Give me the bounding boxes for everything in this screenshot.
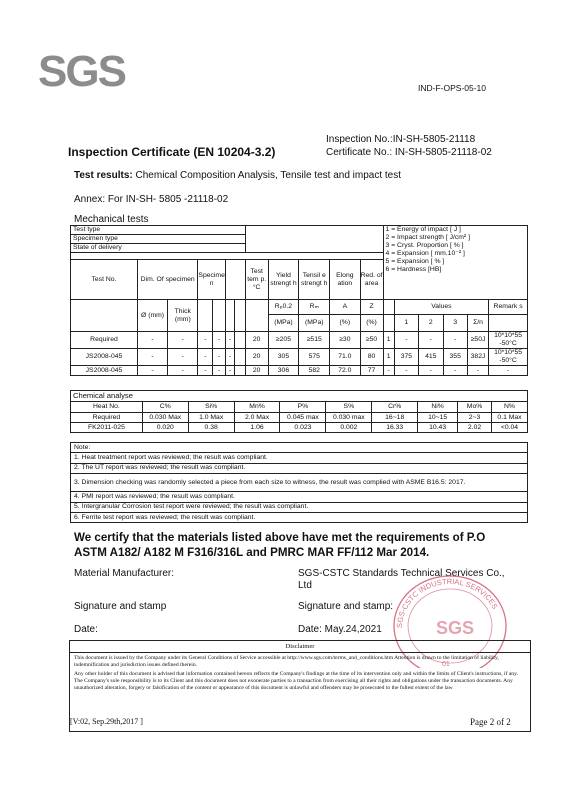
blank-cell [383,315,394,332]
specimen-type-label: Specimen type [71,235,246,244]
note-line: 1. Heat treatment report was reviewed; the result was compliant. [71,453,528,463]
th-n: N% [492,402,528,413]
note-line: 2. The UT report was reviewed; the result was compliant. [71,463,528,473]
th-temp: Test tem p. °C [245,260,268,300]
results-label: Test results: [74,170,133,181]
legend-item: 2 = Impact strength [ J/cm² ] [385,234,470,241]
th-si: Si% [188,402,234,413]
cell-z: 77 [360,366,383,376]
cell: - [137,332,167,349]
cell: - [168,366,198,376]
cell-yield: ≥205 [268,332,299,349]
cell: - [213,332,225,349]
cell: - [225,332,234,349]
cell-v2: - [419,366,443,376]
th-red: Red. of area [360,260,383,300]
certification-statement: We certify that the materials listed above have met the requirements of P.O ASTM A182/ A182 M F316/316L and PMRC MAR FF/112 Mar 2014. [74,531,486,559]
cell-sum: - [467,366,488,376]
cell-v3: - [443,366,467,376]
state-label: State of delivery [71,244,246,253]
cell-yield: 305 [268,349,299,366]
legend-item: 6 = Hardness [HB] [385,266,442,273]
note-line: 6. Ferrite test report was reviewed; the result was compliant. [71,512,528,522]
th-dim: Dim. Of specimen [137,260,197,300]
th-heat: Heat No. [71,402,143,413]
mechanical-label: Mechanical tests [74,214,149,225]
cell-v2: 415 [419,349,443,366]
cell-n: - [383,366,394,376]
cell: - [225,349,234,366]
legend-item: 1 = Energy of impact [ J ] [385,226,461,233]
cell-a: 72.0 [330,366,360,376]
blank-cell [235,349,246,366]
th-mn: Mn% [234,402,280,413]
cell: - [137,366,167,376]
mechanical-table [70,225,528,376]
cell: 10~15 [418,413,458,423]
cell-n: 1 [383,332,394,349]
th-elong: Elong ation [330,260,360,300]
blank-cell [198,300,213,332]
annex: Annex: For IN-SH- 5805 -21118-02 [74,194,229,205]
disclaimer-title: Disclaimer [70,643,530,653]
note-line: 5. Intergranular Corrosion test report were reviewed; the result was compliant. [71,502,528,512]
th-mpa: (MPa) [268,315,299,332]
cell: 0.1 Max [492,413,528,423]
cell: 0.023 [280,423,326,433]
cell: FK2011-025 [71,423,143,433]
version-footer: [V:02, Sep.29th,2017 ] [70,717,143,726]
cell: 0.002 [326,423,372,433]
note-line: Note: [71,443,528,453]
disclaimer-text: This document is issued by the Company under its General Conditions of Service accessible at http://www.sgs.com/terms_and_conditions.htm Attention is drawn to the limitation of liability, indemnification and jurisdiction issues defined therein. [74,655,499,668]
blank-cell [489,315,528,332]
table-row [71,402,528,413]
th-rm: Rₘ [299,300,330,315]
page-title: Inspection Certificate (EN 10204-3.2) [68,145,276,159]
cell-name: JS2008-045 [71,366,138,376]
date-value: Date: May.24,2021 [298,624,382,635]
th-thick: Thick (mm) [168,300,198,332]
th-pct: (%) [360,315,383,332]
sgs-company-name: SGS-CSTC Standards Technical Services Co., Ltd [298,568,505,591]
th-z: Z [360,300,383,315]
th-yield: Yield strengt h [268,260,299,300]
cell: - [168,332,198,349]
cell: - [198,349,213,366]
th-mo: Mo% [458,402,492,413]
cell-temp: 20 [245,349,268,366]
cell-tensile: 582 [299,366,330,376]
cell-n: 1 [383,349,394,366]
signature-label: Signature and stamp: [298,601,394,612]
cell-temp: 20 [245,332,268,349]
doc-ref: IND-F-OPS-05-10 [418,83,487,93]
cell: - [137,349,167,366]
note-line: 3. Dimension checking was randomly selected a piece from each size to witness, the result was complied with ASME B16.5: 2017. [71,474,528,492]
cell: 1.06 [234,423,280,433]
cell: 16~18 [372,413,418,423]
cell-temp: 20 [245,366,268,376]
cell-name: JS2008-045 [71,349,138,366]
cell: 2.02 [458,423,492,433]
cell-yield: 306 [268,366,299,376]
table-row [71,332,528,349]
cell-tensile: ≥515 [299,332,330,349]
cell-v1: - [394,366,418,376]
signature-label: Signature and stamp [74,601,167,612]
cell: 0.045 max [280,413,326,423]
th-c: C% [142,402,188,413]
spacer-cell [71,253,384,260]
date-label: Date: [74,624,98,635]
blank-cell [213,300,225,332]
th-ni: Ni% [418,402,458,413]
table-row [71,366,528,376]
th-sum: Σ/n [467,315,488,332]
blank-cell [245,300,268,332]
cell-v3: - [443,332,467,349]
blank-cell [71,300,138,332]
cell-name: Required [71,332,138,349]
cell-sum: 382J [467,349,488,366]
cell: - [213,349,225,366]
certificate-no: Certificate No.: IN-SH-5805-21118-02 [326,147,492,158]
disclaimer-text: Any other holder of this document is advised that information contained hereon reflects the Company's findings at the time of its intervention only and within the limits of Client's instructions, if any. The Company's sole responsibility is to its Client and this document does not exonerate parties to a transaction from exercising all their rights and obligations under the transaction documents. Any unauthorized alteration, forgery or falsification of the content or appearance of this document is unlawful and offenders may be prosecuted to the fullest extent of the law [74,671,518,691]
table-row [71,349,528,366]
cell: 2.0 Max [234,413,280,423]
sgs-logo [36,46,132,92]
th-pct: (%) [330,315,360,332]
cell-v1: 375 [394,349,418,366]
cell: - [225,366,234,376]
blank-cell [383,300,394,315]
th-test-no: Test No. [71,260,138,300]
results-text: Chemical Composition Analysis, Tensile test and impact test [135,170,402,181]
cell: 0.030 Max [142,413,188,423]
stamp-number: 01 [442,661,450,668]
legend-item: 4 = Expansion [ mm.10⁻² ] [385,250,465,257]
note-line: 4. PMI report was reviewed; the result was compliant. [71,492,528,502]
cell-sum: ≥50J [467,332,488,349]
cell: 10.43 [418,423,458,433]
cell: - [213,366,225,376]
chemical-label: Chemical analyse [71,391,528,402]
cell: - [198,366,213,376]
cell-z: 80 [360,349,383,366]
th-tensile: Tensil e strengt h [299,260,330,300]
cell-z: ≥50 [360,332,383,349]
th-v1: 1 [394,315,418,332]
cell-v3: 355 [443,349,467,366]
legend-item: 3 = Cryst. Proportion [ % ] [385,242,464,249]
cell: 0.38 [188,423,234,433]
stamp-logo: SGS [436,618,475,638]
cell-remark: 10*10*55 -50°C [489,332,528,349]
cell-a: ≥30 [330,332,360,349]
blank-cell [235,332,246,349]
blank-cell [245,226,383,253]
blank-cell [235,366,246,376]
th-v2: 2 [419,315,443,332]
chemical-table [70,390,528,433]
th-specimen: Specime n [198,260,225,300]
th-values: Values [394,300,488,315]
inspection-no: Inspection No.:IN-SH-5805-21118 [326,134,476,145]
cell: - [198,332,213,349]
cell-v1: - [394,332,418,349]
th-remarks: Remark s [489,300,528,315]
cell: Required [71,413,143,423]
cell: 2~3 [458,413,492,423]
cell-remark: 10*10*55 -50°C [489,349,528,366]
cell-a: 71.0 [330,349,360,366]
table-row [71,423,528,433]
cell-remark: - [489,366,528,376]
th-phi: Ø (mm) [137,300,167,332]
notes-table [70,442,528,523]
legend-cell [383,226,527,300]
blank-cell [225,300,234,332]
manufacturer-label: Material Manufacturer: [74,568,175,579]
th-mpa: (MPa) [299,315,330,332]
th-a: A [330,300,360,315]
th-p: P% [280,402,326,413]
page-number: Page 2 of 2 [470,717,511,727]
th-cr: Cr% [372,402,418,413]
blank-cell [235,300,246,332]
th-rp: Rₚ0.2 [268,300,299,315]
cell-tensile: 575 [299,349,330,366]
th-s: S% [326,402,372,413]
th-v3: 3 [443,315,467,332]
cell: 0.030 max [326,413,372,423]
test-results [74,170,401,181]
table-row [71,413,528,423]
cell: 16.33 [372,423,418,433]
cell: <0.04 [492,423,528,433]
stamp-text: SGS-CSTC INDUSTRIAL SERVICES [394,576,500,629]
blank-cell [225,260,245,300]
cell: - [168,349,198,366]
cell: 1.0 Max [188,413,234,423]
legend-item: 5 = Expansion [ % ] [385,258,445,265]
cell-v2: - [419,332,443,349]
test-type-label: Test type [71,226,246,235]
cell: 0.020 [142,423,188,433]
reference-numbers [326,133,492,159]
sgs-logo-text: SGS [38,47,125,92]
